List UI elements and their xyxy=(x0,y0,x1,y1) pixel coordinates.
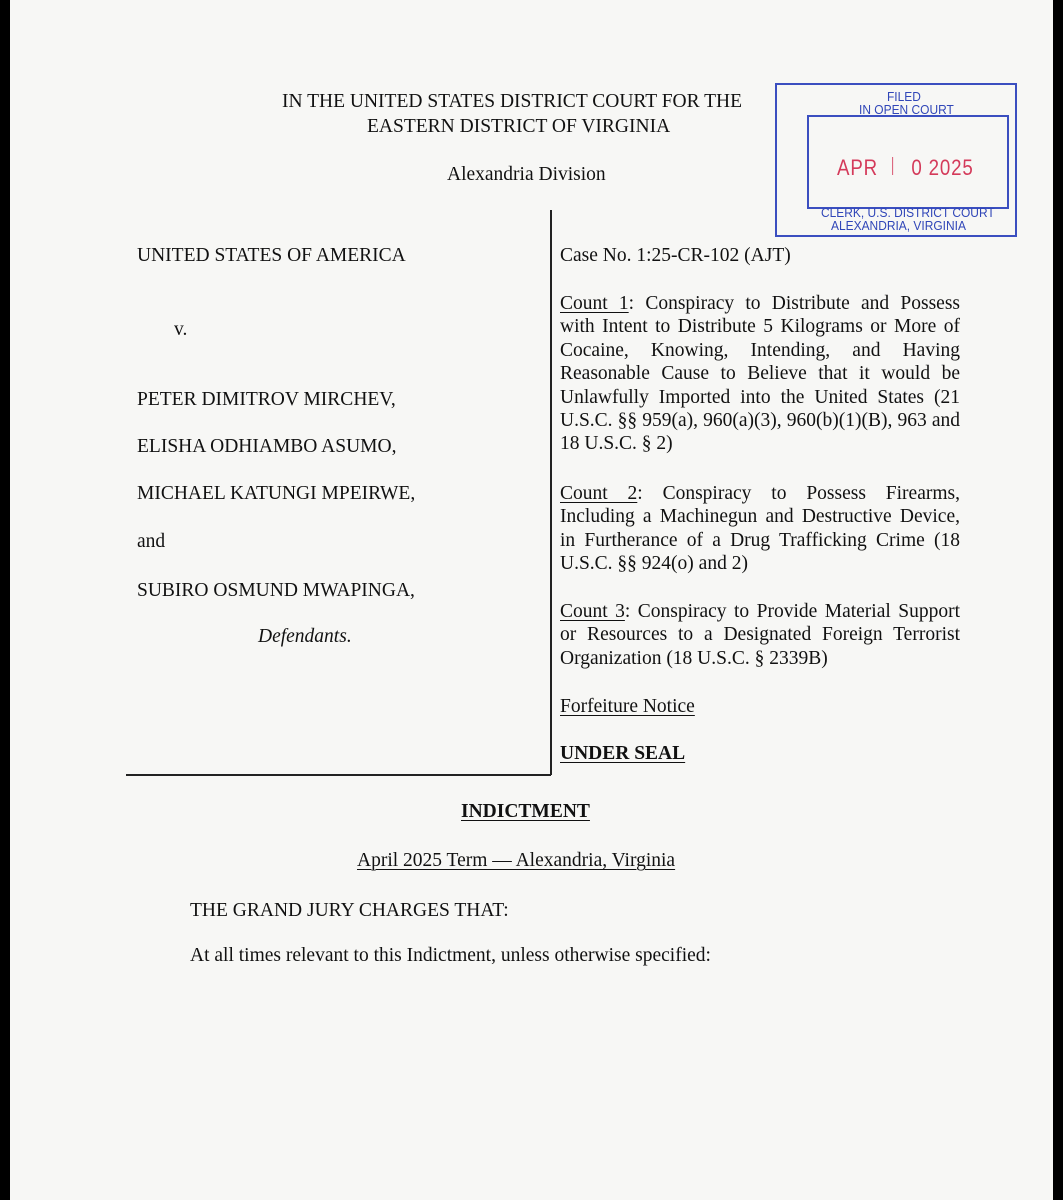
stamp-day-year: 0 2025 xyxy=(911,155,974,180)
defendant-name: ELISHA ODHIAMBO ASUMO, xyxy=(137,436,397,457)
count-3 xyxy=(560,600,960,670)
count-1 xyxy=(560,292,960,456)
plaintiff-name: UNITED STATES OF AMERICA xyxy=(137,245,406,266)
count-2-text: : Conspiracy to Possess Firearms, Including a Machinegun and Destructive Device, in Furtherance of a Drug Trafficking Crime (18 U.S.C. §§ 924(o) and 2) xyxy=(560,483,960,575)
court-name-line2: EASTERN DISTRICT OF VIRGINIA xyxy=(367,116,671,137)
court-division: Alexandria Division xyxy=(447,164,606,185)
caption-vertical-divider xyxy=(550,210,552,775)
stamp-month: APR xyxy=(837,155,879,180)
defendant-name: MICHAEL KATUNGI MPEIRWE, xyxy=(137,483,416,504)
term-line: April 2025 Term — Alexandria, Virginia xyxy=(357,850,676,871)
grand-jury-charges: THE GRAND JURY CHARGES THAT: xyxy=(190,900,509,921)
count-2 xyxy=(560,482,960,576)
relevant-times-line: At all times relevant to this Indictment, unless otherwise specified: xyxy=(190,945,711,966)
case-number: Case No. 1:25-CR-102 (AJT) xyxy=(560,245,791,266)
count-2-label: Count 2 xyxy=(560,483,638,504)
count-3-text: : Conspiracy to Provide Material Support or Resources to a Designated Foreign Terrorist Organization (18 U.S.C. § 2339B) xyxy=(560,601,960,669)
defendant-name: PETER DIMITROV MIRCHEV, xyxy=(137,389,396,410)
stamp-clerk-line2: ALEXANDRIA, VIRGINIA xyxy=(831,218,966,233)
versus-label: v. xyxy=(174,319,188,340)
court-name-line1: IN THE UNITED STATES DISTRICT COURT FOR THE xyxy=(282,91,743,112)
stamp-filed-label: FILED xyxy=(887,89,921,104)
stamp-date-box xyxy=(807,115,1009,209)
count-1-label: Count 1 xyxy=(560,293,629,314)
count-3-label: Count 3 xyxy=(560,601,625,622)
stamp-open-court-label: IN OPEN COURT xyxy=(859,102,954,117)
filed-stamp xyxy=(775,83,1017,237)
stamp-date xyxy=(837,155,974,181)
document-page xyxy=(10,0,1053,1200)
count-1-text: : Conspiracy to Distribute and Possess with Intent to Distribute 5 Kilograms or More of Cocaine, Knowing, Intending, and Having Reasonable Cause to Believe that it would be Unlawfully Imported into the United States (21 U.S.C. §§ 959(a), 960(a)(3), 960(b)(1)(B), 963 and 18 U.S.C. § 2) xyxy=(560,293,960,455)
document-title: INDICTMENT xyxy=(461,801,590,822)
forfeiture-notice: Forfeiture Notice xyxy=(560,696,695,717)
and-label: and xyxy=(137,531,166,552)
stamp-clerk-line1: CLERK, U.S. DISTRICT COURT xyxy=(821,205,995,220)
under-seal-label: UNDER SEAL xyxy=(560,743,686,764)
defendants-label: Defendants. xyxy=(258,626,352,647)
defendant-name: SUBIRO OSMUND MWAPINGA, xyxy=(137,580,415,601)
caption-horizontal-divider xyxy=(126,774,551,776)
